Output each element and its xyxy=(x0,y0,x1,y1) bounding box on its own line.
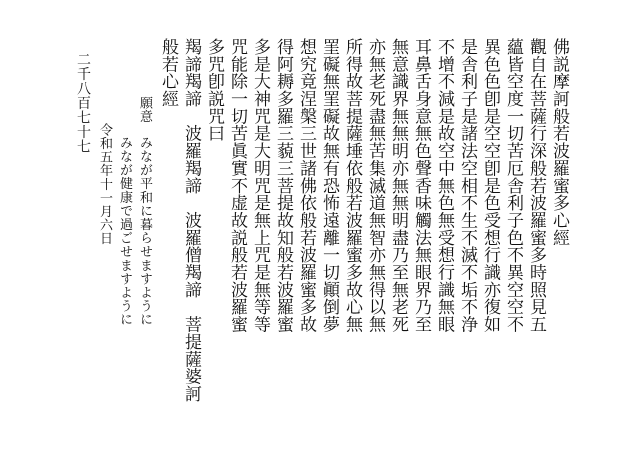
sutra-column-10: 所得故菩提薩埵依般若波羅蜜多故心無 xyxy=(342,38,362,333)
sutra-column-5: 是舎利子是諸法空相不生不滅不垢不浄 xyxy=(457,38,477,333)
sutra-column-8: 無意識界無無明亦無無明盡乃至無老死 xyxy=(388,38,408,333)
sutra-column-3: 蘊皆空度一切苦厄舎利子色不異空空不 xyxy=(503,38,523,333)
prayer-heading: 願意 xyxy=(137,96,152,124)
sutra-column-11: 罣礙無罣礙故無有恐怖遠離一切顚倒夢 xyxy=(319,38,339,333)
sutra-column-4: 異色色卽是空空卽是色受想行識亦復如 xyxy=(480,38,500,333)
sutra-column-13: 得阿耨多羅三藐三菩提故知般若波羅蜜 xyxy=(273,38,293,333)
prayer-line-2: みなが健康で過ごせますように xyxy=(117,136,132,327)
sutra-mantra: 羯諦羯諦 波羅羯諦 波羅僧羯諦 菩提薩婆訶 xyxy=(181,38,201,403)
sutra-title: 佛説摩訶般若波羅蜜多心經 xyxy=(549,38,569,247)
date: 令和五年十一月六日 xyxy=(97,123,112,246)
sutra-column-15: 咒能除一切苦眞實不虚故説般若波羅蜜 xyxy=(227,38,247,333)
sutra-column-12: 想究竟涅槃三世諸佛依般若波羅蜜多故 xyxy=(296,38,316,333)
sutra-column-14: 多是大神咒是大明咒是無上咒是無等等 xyxy=(250,38,270,333)
sutra-column-16: 多咒卽説咒曰 xyxy=(204,38,224,143)
copy-count: 二千八百七十七 xyxy=(75,52,91,154)
prayer-line-1: みなが平和に暮らせますように xyxy=(137,136,152,327)
sutra-column-2: 觀自在菩薩行深般若波羅蜜多時照見五 xyxy=(526,38,546,333)
sutra-column-6: 不增不減是故空中無色無受想行識無眼 xyxy=(434,38,454,333)
sutra-column-9: 亦無老死盡無苦集滅道無智亦無得以無 xyxy=(365,38,385,333)
sutra-closing-title: 般若心經 xyxy=(158,38,178,108)
sutra-column-7: 耳鼻舌身意無色聲香味觸法無眼界乃至 xyxy=(411,38,431,333)
